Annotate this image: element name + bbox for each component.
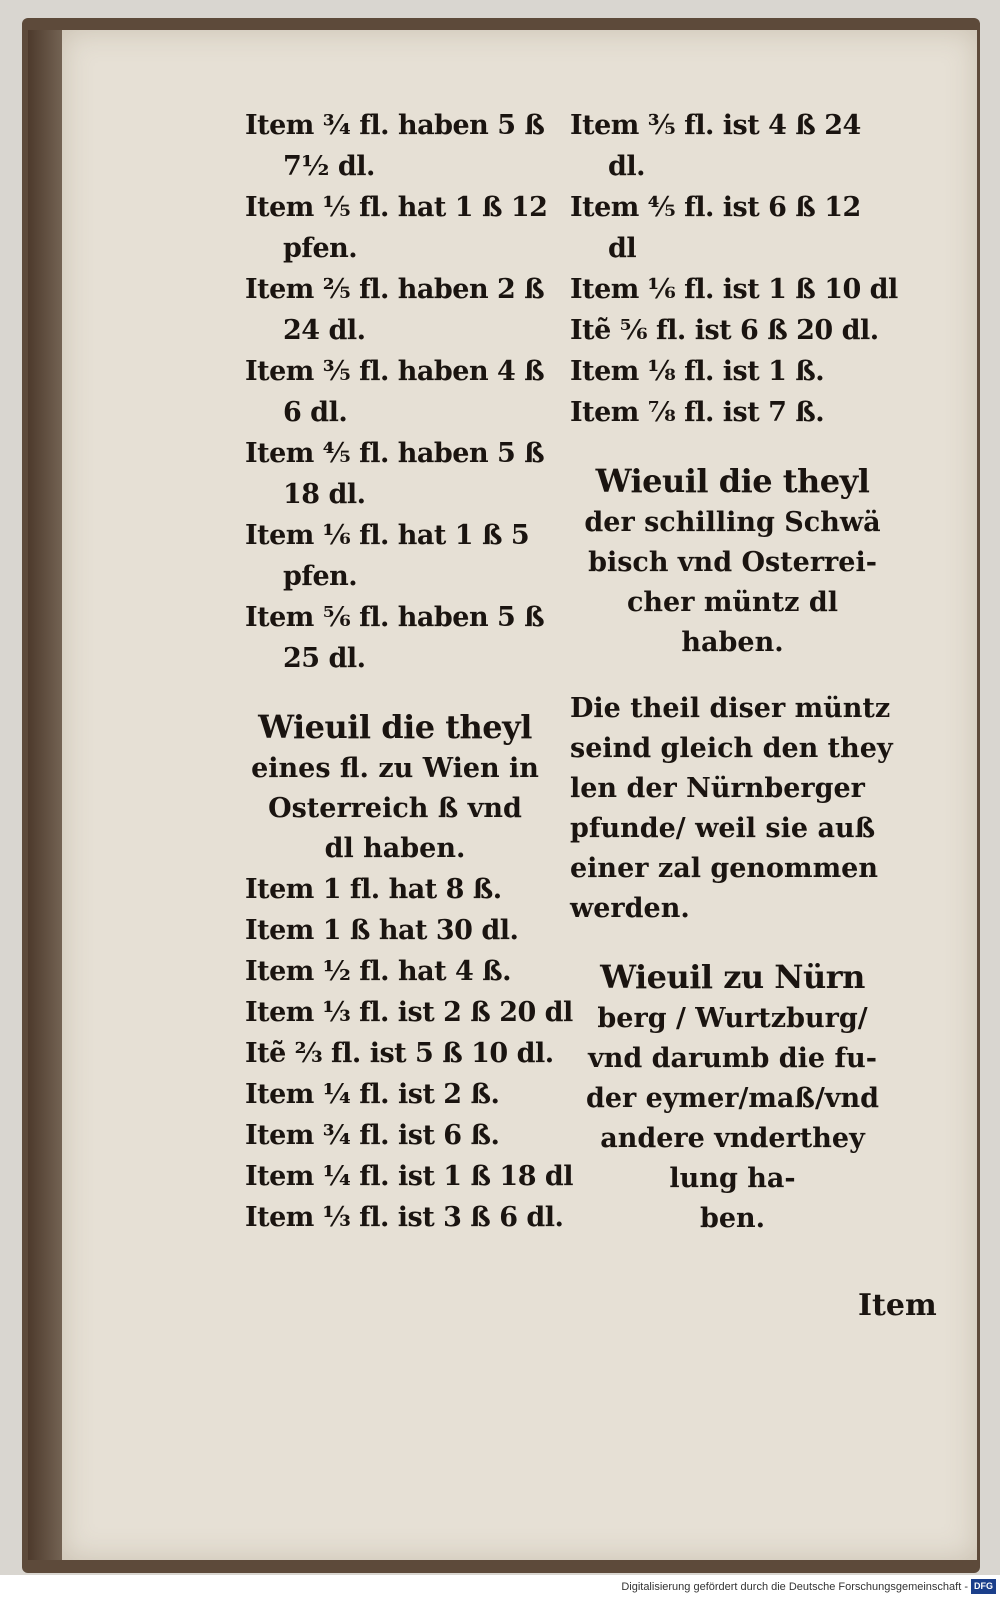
section-subheading: lung ha- [669, 1163, 796, 1194]
section-subheading: haben. [681, 627, 784, 658]
section-subheading: bisch vnd Osterrei- [588, 547, 877, 578]
text-line: dl [608, 233, 637, 264]
text-line: 18 dl. [283, 479, 366, 510]
text-line: Item ⅕ fl. hat 1 ß 12 [245, 192, 548, 223]
text-line: Item ¼ fl. ist 2 ß. [245, 1079, 500, 1110]
text-line: Item ½ fl. hat 4 ß. [245, 956, 512, 987]
text-line: Item ⅚ fl. haben 5 ß [245, 602, 545, 633]
section-heading: Wieuil die theyl [595, 462, 870, 500]
text-line: 24 dl. [283, 315, 366, 346]
section-subheading: vnd darumb die fu- [588, 1043, 877, 1074]
text-line: 25 dl. [283, 643, 366, 674]
text-line: Item ¾ fl. ist 6 ß. [245, 1120, 500, 1151]
text-line: Item ⅙ fl. ist 1 ß 10 dl [570, 274, 898, 305]
text-line: Item ⅗ fl. haben 4 ß [245, 356, 545, 387]
dfg-logo[interactable]: DFG [971, 1579, 996, 1594]
paragraph-line: werden. [570, 893, 690, 924]
text-line: Item ⅓ fl. ist 2 ß 20 dl [245, 997, 573, 1028]
text-line: dl. [608, 151, 646, 182]
text-line: 7½ dl. [283, 151, 375, 182]
text-line: Item 1 fl. hat 8 ß. [245, 874, 502, 905]
section-subheading: andere vnderthey [600, 1123, 865, 1154]
paragraph-line: len der Nürnberger [570, 773, 865, 804]
paragraph-line: Die theil diser müntz [570, 693, 891, 724]
text-line: Item ⅘ fl. haben 5 ß [245, 438, 545, 469]
paragraph-line: pfunde/ weil sie auß [570, 813, 876, 844]
text-line: pfen. [283, 233, 358, 264]
section-subheading: der eymer/maß/vnd [585, 1083, 880, 1114]
right-column [570, 105, 898, 1239]
footer-bar [0, 1575, 1000, 1599]
text-line: 6 dl. [283, 397, 348, 428]
catchword: Item [858, 1288, 937, 1323]
section-subheading: eines fl. zu Wien in [251, 753, 539, 784]
section-heading: Wieuil die theyl [258, 708, 532, 746]
text-line: Item ⅛ fl. ist 1 ß. [570, 356, 825, 387]
section-subheading: ben. [699, 1203, 766, 1234]
paragraph-line: seind gleich den they [570, 733, 893, 764]
footer-credit: Digitalisierung gefördert durch die Deutsche Forschungsgemeinschaft - [621, 1581, 968, 1593]
section-subheading: Osterreich ß vnd [268, 793, 522, 824]
text-line: Itẽ ⅔ fl. ist 5 ß 10 dl. [245, 1038, 554, 1069]
section-subheading: dl haben. [324, 833, 466, 864]
text-line: pfen. [283, 561, 358, 592]
section-subheading: berg / Wurtzburg/ [597, 1003, 868, 1034]
text-line: Itẽ ⅚ fl. ist 6 ß 20 dl. [570, 315, 879, 346]
section-heading: Wieuil zu Nürn [600, 958, 865, 996]
text-line: Item ⅓ fl. ist 3 ß 6 dl. [245, 1202, 564, 1233]
section-subheading: cher müntz dl [626, 587, 839, 618]
text-line: Item ¾ fl. haben 5 ß [245, 110, 545, 141]
section-subheading: der schilling Schwä [584, 507, 881, 538]
text-line: Item ⅘ fl. ist 6 ß 12 [570, 192, 861, 223]
text-line: Item ⅞ fl. ist 7 ß. [570, 397, 825, 428]
text-line: Item ⅖ fl. haben 2 ß [245, 274, 545, 305]
paragraph-line: einer zal genommen [570, 853, 878, 884]
text-line: Item 1 ß hat 30 dl. [245, 915, 519, 946]
text-line: Item ⅙ fl. hat 1 ß 5 [245, 520, 530, 551]
left-column [245, 105, 574, 1238]
text-line: Item ¼ fl. ist 1 ß 18 dl [245, 1161, 574, 1192]
text-line: Item ⅗ fl. ist 4 ß 24 [570, 110, 861, 141]
